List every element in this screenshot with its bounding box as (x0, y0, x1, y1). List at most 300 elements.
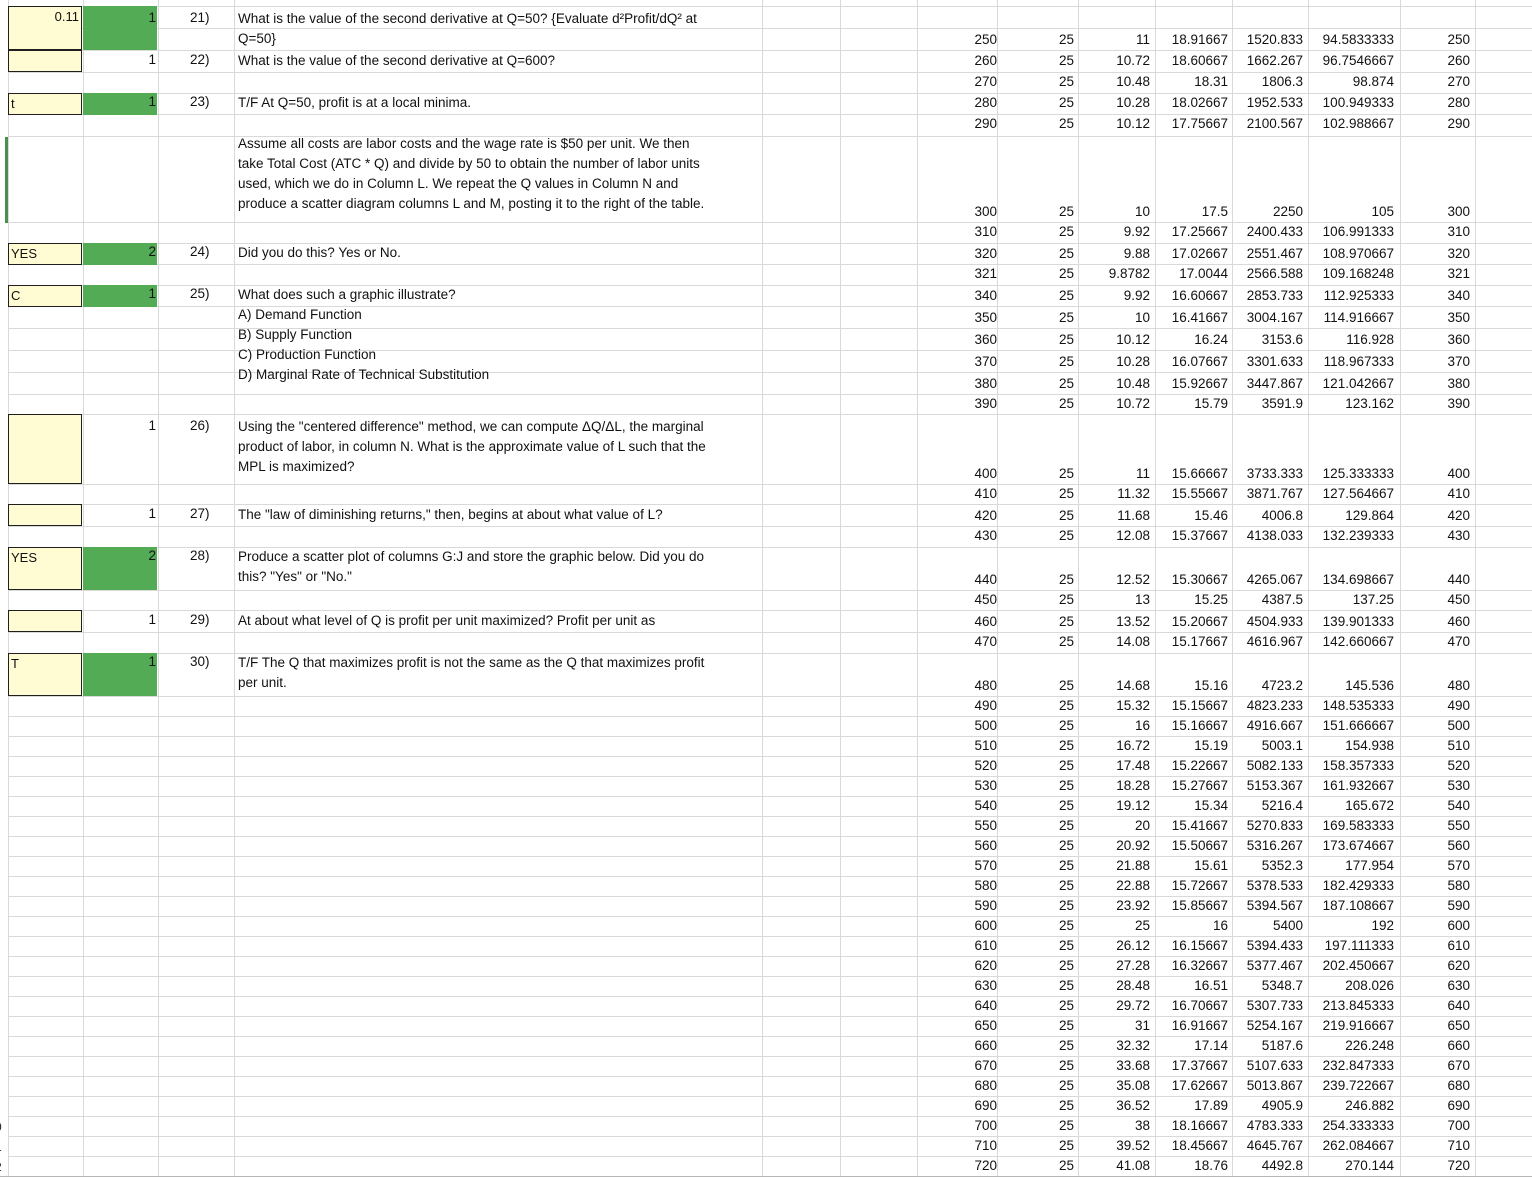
labor-value: 25 (1058, 738, 1074, 753)
q-value: 480 (974, 678, 997, 693)
profit-value: 5394.567 (1246, 898, 1303, 913)
labor-units-value: 123.162 (1345, 396, 1394, 411)
profit-value: 5377.467 (1246, 958, 1303, 973)
avg-value: 18.45667 (1171, 1138, 1228, 1153)
answer-cell[interactable] (8, 414, 82, 484)
grid-row-line (8, 716, 1532, 717)
labor-value: 25 (1058, 53, 1074, 68)
atc-value: 15.32 (1116, 698, 1150, 713)
atc-value: 10.72 (1116, 396, 1150, 411)
atc-value: 10 (1134, 310, 1150, 325)
profit-value: 5013.867 (1246, 1078, 1303, 1093)
labor-value: 25 (1058, 798, 1074, 813)
grid-row-line (8, 610, 1532, 611)
grid-row-line (8, 328, 1532, 329)
avg-value: 15.61 (1194, 858, 1228, 873)
answer-cell[interactable]: t (8, 93, 82, 115)
question-number: 23) (190, 94, 210, 109)
atc-value: 38 (1134, 1118, 1150, 1133)
grid-row-line (8, 526, 1532, 527)
q-repeat-value: 290 (1447, 116, 1470, 131)
avg-value: 16.24 (1194, 332, 1228, 347)
atc-value: 33.68 (1116, 1058, 1150, 1073)
q-repeat-value: 610 (1447, 938, 1470, 953)
atc-value: 17.48 (1116, 758, 1150, 773)
labor-value: 25 (1058, 878, 1074, 893)
avg-value: 15.46 (1194, 508, 1228, 523)
profit-value: 2400.433 (1246, 224, 1303, 239)
q-value: 450 (974, 592, 997, 607)
q-value: 610 (974, 938, 997, 953)
question-number: 26) (190, 418, 210, 433)
profit-value: 1952.533 (1246, 95, 1303, 110)
profit-value: 4645.767 (1246, 1138, 1303, 1153)
profit-value: 3301.633 (1246, 354, 1303, 369)
labor-units-value: 127.564667 (1322, 486, 1394, 501)
q-repeat-value: 520 (1447, 758, 1470, 773)
labor-value: 25 (1058, 1118, 1074, 1133)
labor-value: 25 (1058, 1138, 1074, 1153)
atc-value: 19.12 (1116, 798, 1150, 813)
question-line: T/F At Q=50, profit is at a local minima. (238, 95, 471, 110)
atc-value: 16 (1134, 718, 1150, 733)
question-number: 27) (190, 506, 210, 521)
q-value: 530 (974, 778, 997, 793)
grid-row-line (8, 1056, 1532, 1057)
atc-value: 10.28 (1116, 354, 1150, 369)
grid-row-line (8, 696, 1532, 697)
atc-value: 10.12 (1116, 116, 1150, 131)
atc-value: 35.08 (1116, 1078, 1150, 1093)
profit-value: 1806.3 (1261, 74, 1303, 89)
atc-value: 25 (1134, 918, 1150, 933)
points-value: 1 (148, 52, 156, 67)
labor-value: 25 (1058, 698, 1074, 713)
answer-cell[interactable] (8, 504, 82, 526)
labor-value: 25 (1058, 898, 1074, 913)
question-number: 28) (190, 548, 210, 563)
q-value: 250 (974, 32, 997, 47)
atc-value: 20.92 (1116, 838, 1150, 853)
profit-value: 2566.588 (1246, 266, 1303, 281)
labor-units-value: 197.111333 (1324, 938, 1394, 953)
profit-value: 4387.5 (1261, 592, 1303, 607)
q-repeat-value: 390 (1447, 396, 1470, 411)
atc-value: 27.28 (1116, 958, 1150, 973)
q-value: 570 (974, 858, 997, 873)
labor-value: 25 (1058, 1098, 1074, 1113)
grid-row-line (8, 796, 1532, 797)
q-repeat-value: 450 (1447, 592, 1470, 607)
profit-value: 4616.967 (1246, 634, 1303, 649)
question-text (238, 285, 758, 385)
grid-row-line (8, 836, 1532, 837)
labor-value: 25 (1058, 998, 1074, 1013)
labor-value: 25 (1058, 528, 1074, 543)
labor-value: 25 (1058, 95, 1074, 110)
grid-row-line (8, 856, 1532, 857)
question-line: Produce a scatter plot of columns G:J and store the graphic below. Did you do (238, 549, 705, 564)
question-number: 29) (190, 612, 210, 627)
labor-value: 25 (1058, 32, 1074, 47)
avg-value: 15.92667 (1171, 376, 1228, 391)
points-value: 1 (148, 654, 156, 669)
labor-units-value: 142.660667 (1322, 634, 1394, 649)
profit-value: 4006.8 (1261, 508, 1303, 523)
avg-value: 16.07667 (1171, 354, 1228, 369)
q-value: 590 (974, 898, 997, 913)
labor-units-value: 239.722667 (1322, 1078, 1394, 1093)
answer-cell[interactable]: YES (8, 243, 82, 265)
atc-value: 9.92 (1123, 288, 1150, 303)
labor-value: 25 (1058, 204, 1074, 219)
grid-row-line (8, 222, 1532, 223)
labor-units-value: 202.450667 (1322, 958, 1394, 973)
labor-units-value: 165.672 (1345, 798, 1394, 813)
atc-value: 39.52 (1116, 1138, 1150, 1153)
q-repeat-value: 700 (1447, 1118, 1470, 1133)
points-value: 2 (148, 548, 156, 563)
atc-value: 9.88 (1123, 246, 1150, 261)
q-repeat-value: 470 (1447, 634, 1470, 649)
q-repeat-value: 670 (1447, 1058, 1470, 1073)
atc-value: 10.48 (1116, 376, 1150, 391)
labor-units-value: 169.583333 (1322, 818, 1394, 833)
question-number: 25) (190, 286, 210, 301)
labor-units-value: 132.239333 (1322, 528, 1394, 543)
points-value: 1 (148, 94, 156, 109)
avg-value: 15.55667 (1171, 486, 1228, 501)
question-line: produce a scatter diagram columns L and M, posting it to the right of the table. (238, 196, 705, 211)
grid-row-line (8, 876, 1532, 877)
avg-value: 16 (1212, 918, 1228, 933)
atc-value: 10.12 (1116, 332, 1150, 347)
q-value: 670 (974, 1058, 997, 1073)
labor-units-value: 118.967333 (1323, 354, 1394, 369)
q-value: 540 (974, 798, 997, 813)
grid-column-line (762, 0, 763, 1176)
q-value: 560 (974, 838, 997, 853)
profit-value: 5378.533 (1246, 878, 1303, 893)
grid-row-line (8, 264, 1532, 265)
q-repeat-value: 430 (1447, 528, 1470, 543)
labor-value: 25 (1058, 266, 1074, 281)
grid-row-line (8, 976, 1532, 977)
q-repeat-value: 260 (1447, 53, 1470, 68)
question-text (238, 51, 758, 71)
labor-units-value: 121.042667 (1322, 376, 1394, 391)
labor-units-value: 213.845333 (1322, 998, 1394, 1013)
q-value: 360 (974, 332, 997, 347)
avg-value: 16.15667 (1171, 938, 1228, 953)
profit-value: 5107.633 (1246, 1058, 1303, 1073)
answer-cell[interactable]: 0.11 (8, 6, 82, 50)
labor-value: 25 (1058, 396, 1074, 411)
labor-units-value: 262.084667 (1322, 1138, 1394, 1153)
labor-value: 25 (1058, 1078, 1074, 1093)
grid-row-line (8, 72, 1532, 73)
labor-units-value: 148.535333 (1322, 698, 1394, 713)
q-value: 550 (974, 818, 997, 833)
atc-value: 21.88 (1116, 858, 1150, 873)
labor-units-value: 108.970667 (1322, 246, 1394, 261)
labor-value: 25 (1058, 838, 1074, 853)
avg-value: 15.27667 (1171, 778, 1228, 793)
profit-value: 2853.733 (1246, 288, 1303, 303)
q-repeat-value: 580 (1447, 878, 1470, 893)
profit-value: 4783.333 (1246, 1118, 1303, 1133)
q-repeat-value: 321 (1447, 266, 1470, 281)
q-value: 600 (974, 918, 997, 933)
q-repeat-value: 300 (1447, 204, 1470, 219)
profit-value: 4138.033 (1246, 528, 1303, 543)
labor-units-value: 98.874 (1352, 74, 1394, 89)
atc-value: 11 (1135, 466, 1150, 481)
labor-units-value: 129.864 (1345, 508, 1394, 523)
question-line: this? "Yes" or "No." (238, 569, 352, 584)
labor-value: 25 (1058, 246, 1074, 261)
avg-value: 15.79 (1194, 396, 1228, 411)
avg-value: 18.76 (1194, 1158, 1228, 1173)
labor-value: 25 (1058, 678, 1074, 693)
labor-units-value: 96.7546667 (1322, 53, 1394, 68)
atc-value: 41.08 (1116, 1158, 1150, 1173)
profit-value: 2250 (1272, 204, 1303, 219)
avg-value: 15.20667 (1171, 614, 1228, 629)
labor-units-value: 173.674667 (1322, 838, 1394, 853)
answer-cell[interactable]: YES (8, 547, 82, 590)
q-value: 680 (974, 1078, 997, 1093)
labor-value: 25 (1058, 288, 1074, 303)
q-value: 660 (974, 1038, 997, 1053)
avg-value: 15.25 (1194, 592, 1228, 607)
labor-value: 25 (1058, 224, 1074, 239)
q-repeat-value: 500 (1447, 718, 1470, 733)
grid-row-line (8, 285, 1532, 286)
profit-value: 3871.767 (1246, 486, 1303, 501)
profit-value: 5352.3 (1261, 858, 1303, 873)
atc-value: 10.72 (1116, 53, 1150, 68)
avg-value: 16.70667 (1171, 998, 1228, 1013)
profit-value: 5348.7 (1261, 978, 1303, 993)
avg-value: 15.41667 (1171, 818, 1228, 833)
profit-value: 5187.6 (1261, 1038, 1303, 1053)
labor-units-value: 226.248 (1345, 1038, 1394, 1053)
points-value: 1 (148, 286, 156, 301)
q-repeat-value: 600 (1447, 918, 1470, 933)
q-value: 620 (974, 958, 997, 973)
atc-value: 29.72 (1116, 998, 1150, 1013)
profit-value: 4823.233 (1246, 698, 1303, 713)
q-repeat-value: 250 (1447, 32, 1470, 47)
profit-value: 5270.833 (1246, 818, 1303, 833)
q-value: 630 (974, 978, 997, 993)
labor-value: 25 (1058, 332, 1074, 347)
question-line: Using the "centered difference" method, we can compute ΔQ/ΔL, the marginal (238, 419, 704, 434)
avg-value: 15.19 (1194, 738, 1228, 753)
q-repeat-value: 690 (1447, 1098, 1470, 1113)
avg-value: 15.66667 (1171, 466, 1228, 481)
atc-value: 23.92 (1116, 898, 1150, 913)
q-value: 490 (974, 698, 997, 713)
q-value: 700 (974, 1118, 997, 1133)
labor-value: 25 (1058, 354, 1074, 369)
avg-value: 18.91667 (1171, 32, 1228, 47)
labor-value: 25 (1058, 486, 1074, 501)
profit-value: 5153.367 (1246, 778, 1303, 793)
grid-row-line (8, 1096, 1532, 1097)
avg-value: 17.89 (1194, 1098, 1228, 1113)
q-value: 420 (974, 508, 997, 523)
q-value: 300 (974, 204, 997, 219)
q-value: 710 (974, 1138, 997, 1153)
q-value: 520 (974, 758, 997, 773)
q-value: 430 (974, 528, 997, 543)
grid-row-line (8, 996, 1532, 997)
atc-value: 22.88 (1116, 878, 1150, 893)
labor-units-value: 139.901333 (1322, 614, 1394, 629)
q-value: 320 (974, 246, 997, 261)
q-value: 350 (974, 310, 997, 325)
grid-row-line (8, 93, 1532, 94)
labor-units-value: 94.5833333 (1322, 32, 1394, 47)
question-line: What is the value of the second derivative at Q=600? (238, 53, 556, 68)
q-value: 290 (974, 116, 997, 131)
grid-row-line (8, 306, 1532, 307)
grid-bottom-line (0, 1176, 1532, 1177)
avg-value: 17.37667 (1171, 1058, 1228, 1073)
q-value: 720 (974, 1158, 997, 1173)
q-repeat-value: 560 (1447, 838, 1470, 853)
question-line: Q=50} (238, 31, 276, 46)
atc-value: 16.72 (1116, 738, 1150, 753)
profit-value: 3447.867 (1246, 376, 1303, 391)
labor-units-value: 109.168248 (1322, 266, 1394, 281)
labor-value: 25 (1058, 758, 1074, 773)
profit-value: 5082.133 (1246, 758, 1303, 773)
labor-value: 25 (1058, 466, 1074, 481)
labor-value: 25 (1058, 938, 1074, 953)
labor-units-value: 116.928 (1346, 332, 1394, 347)
grid-row-line (8, 1156, 1532, 1157)
avg-value: 16.91667 (1171, 1018, 1228, 1033)
answer-cell[interactable] (8, 610, 82, 632)
labor-value: 25 (1058, 634, 1074, 649)
avg-value: 15.22667 (1171, 758, 1228, 773)
atc-value: 13 (1134, 592, 1150, 607)
avg-value: 17.0044 (1179, 266, 1228, 281)
question-text (238, 9, 758, 49)
atc-value: 31 (1134, 1018, 1150, 1033)
atc-value: 10 (1134, 204, 1150, 219)
grid-column-line (158, 0, 159, 1176)
labor-value: 25 (1058, 1018, 1074, 1033)
avg-value: 15.85667 (1171, 898, 1228, 913)
profit-value: 3733.333 (1246, 466, 1303, 481)
atc-value: 14.08 (1116, 634, 1150, 649)
q-repeat-value: 270 (1447, 74, 1470, 89)
labor-value: 25 (1058, 818, 1074, 833)
q-value: 260 (974, 53, 997, 68)
labor-units-value: 151.666667 (1322, 718, 1394, 733)
labor-units-value: 106.991333 (1322, 224, 1394, 239)
answer-cell[interactable] (8, 50, 82, 72)
labor-units-value: 114.916667 (1323, 310, 1394, 325)
q-value: 470 (974, 634, 997, 649)
avg-value: 17.02667 (1171, 246, 1228, 261)
grid-row-line (8, 756, 1532, 757)
q-value: 400 (974, 466, 997, 481)
profit-value: 5316.267 (1246, 838, 1303, 853)
q-repeat-value: 660 (1447, 1038, 1470, 1053)
avg-value: 15.15667 (1171, 698, 1228, 713)
points-value: 2 (148, 244, 156, 259)
q-repeat-value: 620 (1447, 958, 1470, 973)
avg-value: 15.30667 (1171, 572, 1228, 587)
q-repeat-value: 310 (1447, 224, 1470, 239)
q-repeat-value: 510 (1447, 738, 1470, 753)
row-header-fragment (0, 1139, 3, 1155)
question-text (238, 243, 758, 263)
points-value: 1 (148, 506, 156, 521)
profit-value: 2551.467 (1246, 246, 1303, 261)
profit-value: 5307.733 (1246, 998, 1303, 1013)
grid-row-line (8, 1076, 1532, 1077)
answer-cell[interactable]: T (8, 653, 82, 696)
avg-value: 17.5 (1201, 204, 1228, 219)
grid-row-line (8, 394, 1532, 395)
q-repeat-value: 360 (1447, 332, 1470, 347)
labor-value: 25 (1058, 918, 1074, 933)
q-repeat-value: 710 (1447, 1138, 1470, 1153)
profit-value: 4265.067 (1246, 572, 1303, 587)
q-repeat-value: 370 (1447, 354, 1470, 369)
labor-units-value: 232.847333 (1322, 1058, 1394, 1073)
answer-cell[interactable]: C (8, 285, 82, 307)
avg-value: 18.02667 (1171, 95, 1228, 110)
row-header-fragment (0, 1119, 3, 1135)
grid-row-line (8, 653, 1532, 654)
labor-units-value: 246.882 (1345, 1098, 1394, 1113)
profit-value: 4916.667 (1246, 718, 1303, 733)
q-value: 380 (974, 376, 997, 391)
question-line: used, which we do in Column L. We repeat the Q values in Column N and (238, 176, 679, 191)
grid-row-line (8, 372, 1532, 373)
grid-column-line (234, 0, 235, 1176)
avg-value: 17.75667 (1171, 116, 1228, 131)
q-value: 650 (974, 1018, 997, 1033)
question-line: take Total Cost (ATC * Q) and divide by 50 to obtain the number of labor units (238, 156, 700, 171)
q-value: 580 (974, 878, 997, 893)
question-text (238, 417, 758, 477)
avg-value: 17.62667 (1171, 1078, 1228, 1093)
labor-units-value: 208.026 (1345, 978, 1394, 993)
grid-row-line (8, 6, 1532, 7)
q-repeat-value: 490 (1447, 698, 1470, 713)
grid-column-line (840, 0, 841, 1176)
q-value: 321 (974, 266, 997, 281)
profit-value: 1520.833 (1246, 32, 1303, 47)
grid-row-line (8, 484, 1532, 485)
question-number: 22) (190, 52, 210, 67)
grid-row-line (8, 114, 1532, 115)
q-repeat-value: 680 (1447, 1078, 1470, 1093)
q-repeat-value: 630 (1447, 978, 1470, 993)
question-text (238, 505, 758, 525)
labor-units-value: 158.357333 (1322, 758, 1394, 773)
labor-value: 25 (1058, 978, 1074, 993)
labor-value: 25 (1058, 74, 1074, 89)
